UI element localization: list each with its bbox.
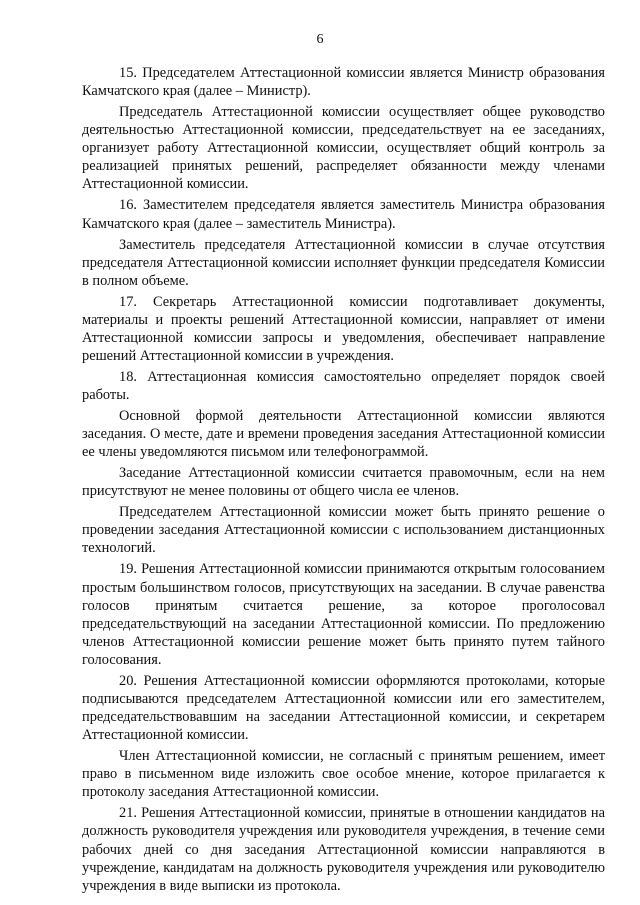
paragraph-remote-meeting: Председателем Аттестационной комиссии может быть принято решение о проведении заседания Аттестационной комиссии с использованием дистанционных технологий. bbox=[82, 504, 605, 557]
paragraph-18: 18. Аттестационная комиссия самостоятельно определяет порядок своей работы. bbox=[82, 368, 605, 404]
paragraph-chairman-duties: Председатель Аттестационной комиссии осуществляет общее руководство деятельностью Аттестационной комиссии, председательствует на ее заседаниях, организует работу Аттестационной комиссии, осуществляет общий контроль за реализацией принятых решений, распределяет обязанности между членами Аттестационной комиссии. bbox=[82, 104, 605, 193]
paragraph-meeting-form: Основной формой деятельности Аттестационной комиссии являются заседания. О месте, дате и времени проведения заседания Аттестационной комиссии ее члены уведомляются письмом или телефонограммой. bbox=[82, 408, 605, 461]
page-number: 6 bbox=[316, 32, 324, 47]
paragraph-dissent: Член Аттестационной комиссии, не согласный с принятым решением, имеет право в письменном виде изложить свое особое мнение, которое прилагается к протоколу заседания Аттестационной комиссии. bbox=[82, 748, 605, 801]
paragraph-20: 20. Решения Аттестационной комиссии оформляются протоколами, которые подписываются председателем Аттестационной комиссии или его заместителем, председательствовавшим на заседании Аттестационной комиссии, и секретарем Аттестационной комиссии. bbox=[82, 672, 605, 744]
paragraph-deputy-duties: Заместитель председателя Аттестационной комиссии в случае отсутствия председателя Аттестационной комиссии исполняет функции председателя Комиссии в полном объеме. bbox=[82, 236, 605, 289]
paragraph-21: 21. Решения Аттестационной комиссии, принятые в отношении кандидатов на должность руководителя учреждения или руководителя учреждения, в течение семи рабочих дней со дня заседания Аттестационной комиссии направляются в учреждение, кандидатам на должность руководителя учреждения или руководителю учреждения в виде выписки из протокола. bbox=[82, 805, 605, 894]
paragraph-19: 19. Решения Аттестационной комиссии принимаются открытым голосованием простым большинством голосов, присутствующих на заседании. В случае равенства голосов принятым считается решение, за которое проголосовал председательствующий на заседании Аттестационной комиссии. По предложению членов Аттестационной комиссии решение может быть принято путем тайного голосования. bbox=[82, 561, 605, 668]
paragraph-quorum: Заседание Аттестационной комиссии считается правомочным, если на нем присутствуют не менее половины от общего числа ее членов. bbox=[82, 465, 605, 500]
paragraph-16: 16. Заместителем председателя является заместитель Министра образования Камчатского края (далее – заместитель Министра). bbox=[82, 197, 605, 232]
paragraph-17: 17. Секретарь Аттестационной комиссии подготавливает документы, материалы и проекты решений Аттестационной комиссии, направляет от имени Аттестационной комиссии запросы и уведомления, обеспечивает направление решений Аттестационной комиссии в учреждения. bbox=[82, 293, 605, 364]
paragraph-15: 15. Председателем Аттестационной комиссии является Министр образования Камчатского края (далее – Министр). bbox=[82, 65, 605, 100]
